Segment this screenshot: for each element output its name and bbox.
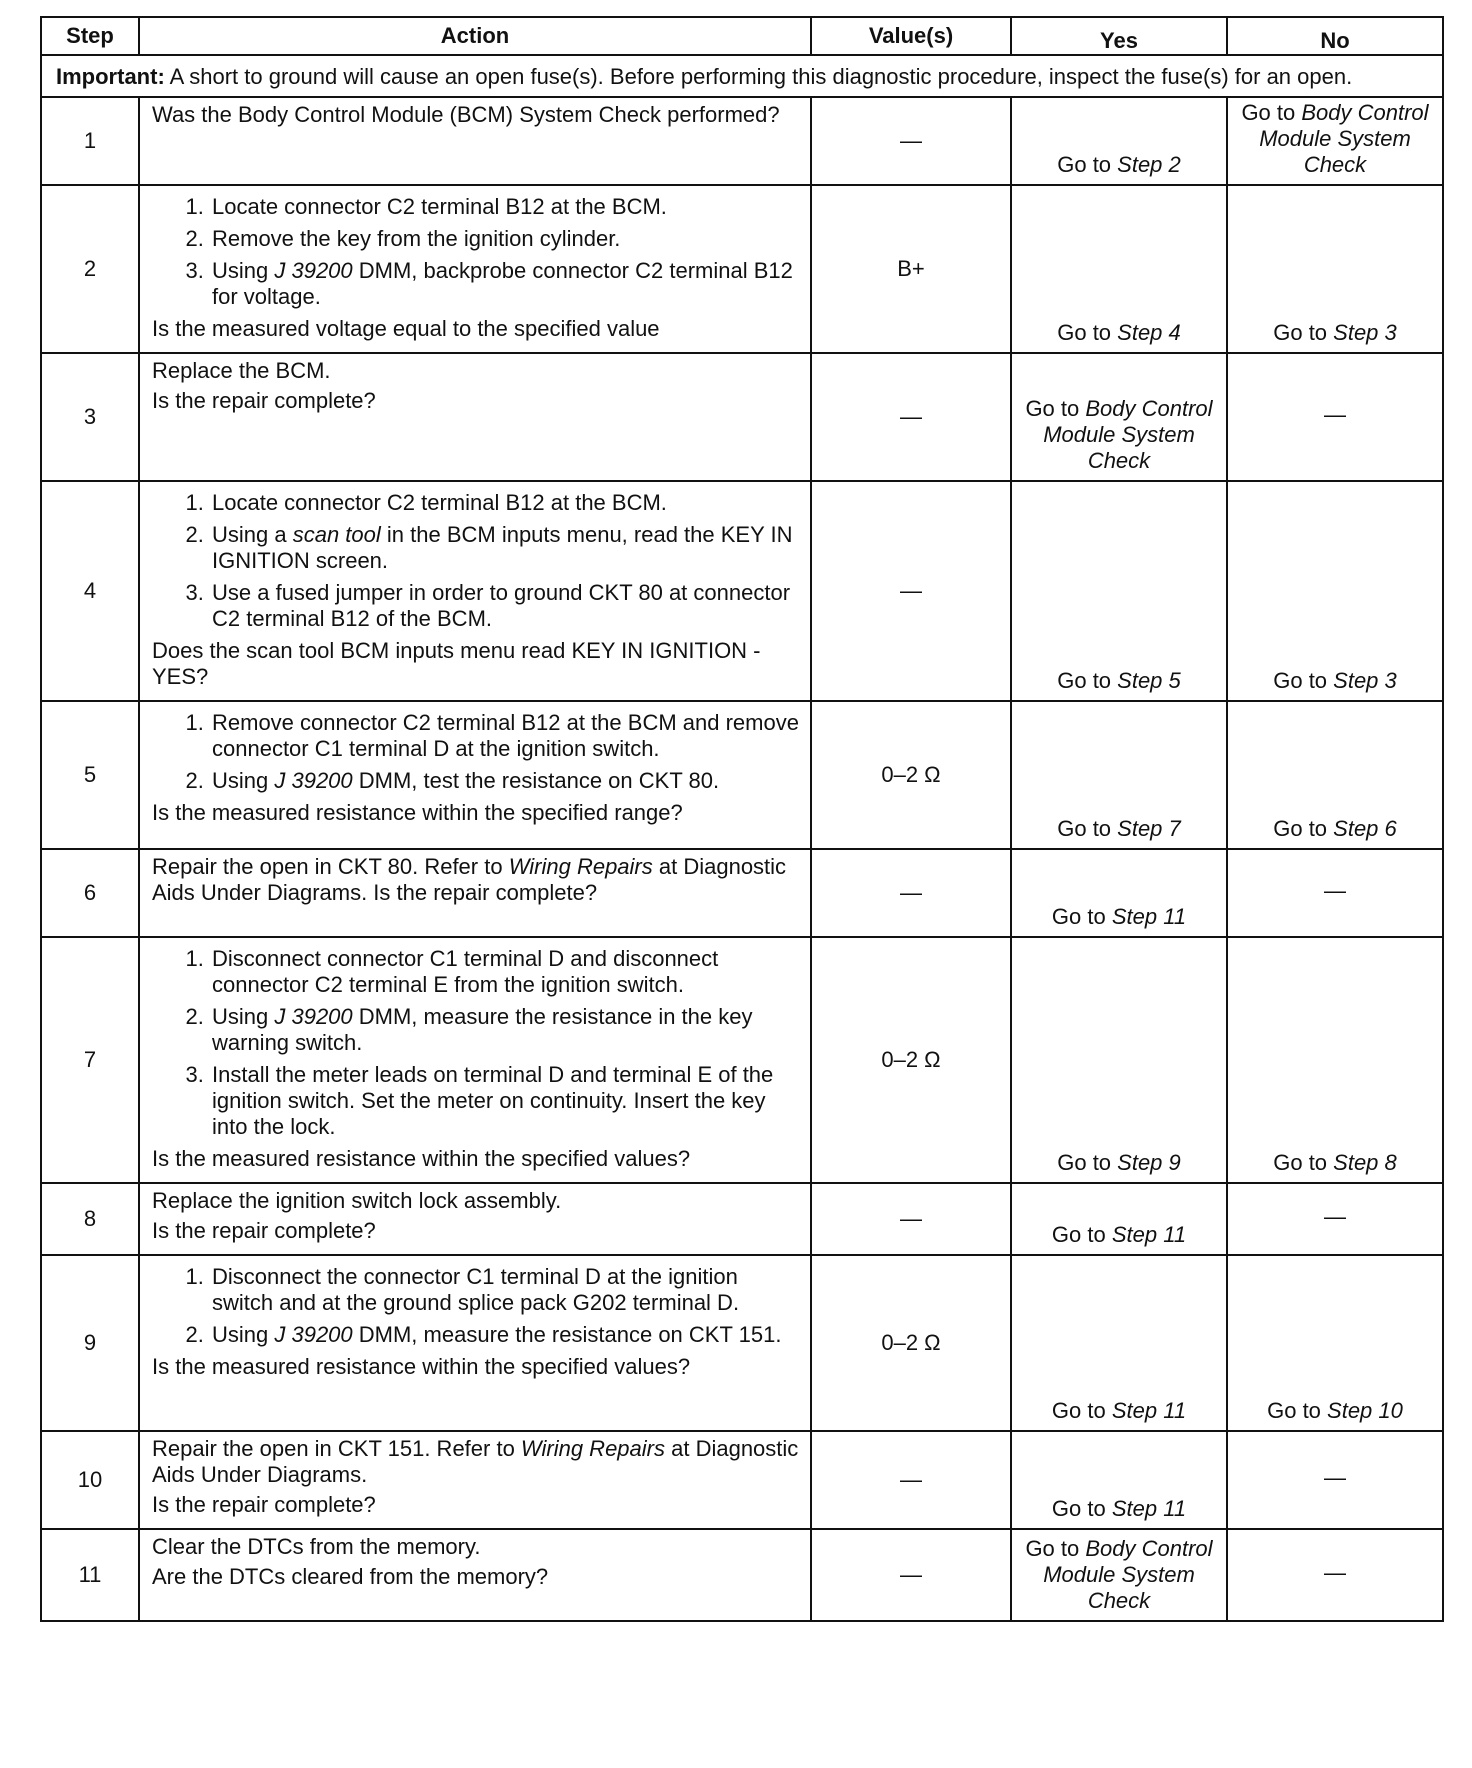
no-result bbox=[1227, 1529, 1443, 1621]
yes-result bbox=[1011, 353, 1227, 481]
header-row bbox=[41, 17, 1443, 55]
yes-result bbox=[1011, 701, 1227, 849]
no-result bbox=[1227, 185, 1443, 353]
yes-result-target-link[interactable]: Step 11 bbox=[1111, 904, 1187, 929]
action-step-text: Using bbox=[212, 1004, 275, 1029]
yes-result bbox=[1011, 185, 1227, 353]
step-number: 11 bbox=[41, 1529, 139, 1621]
action-paragraph bbox=[152, 854, 800, 906]
action-line: Replace the BCM. bbox=[152, 358, 331, 383]
no-result-dash: — bbox=[1324, 878, 1346, 903]
no-result-dash: — bbox=[1324, 1560, 1346, 1585]
action-step-text: DMM, test the resistance on CKT 80. bbox=[352, 768, 720, 793]
action-cell bbox=[139, 849, 811, 937]
yes-result-prefix: Go to bbox=[1051, 1398, 1112, 1423]
action-line: Is the repair complete? bbox=[152, 388, 376, 413]
no-result-dash: — bbox=[1324, 1465, 1346, 1490]
yes-result-target-link[interactable]: Step 11 bbox=[1111, 1496, 1187, 1521]
action-paragraph-emphasis: Wiring Repairs bbox=[508, 854, 653, 879]
yes-result bbox=[1011, 1255, 1227, 1431]
no-result-prefix: Go to bbox=[1273, 320, 1334, 345]
yes-result-prefix: Go to bbox=[1025, 396, 1086, 421]
action-question: Is the repair complete? bbox=[152, 1492, 376, 1517]
table-row bbox=[41, 937, 1443, 1183]
action-steps-list bbox=[152, 1264, 800, 1348]
header-action: Action bbox=[139, 17, 811, 55]
yes-result-prefix: Go to bbox=[1025, 1536, 1086, 1561]
value-cell: — bbox=[811, 481, 1011, 701]
table-row bbox=[41, 1255, 1443, 1431]
action-cell bbox=[139, 1431, 811, 1529]
yes-result bbox=[1011, 97, 1227, 185]
action-step bbox=[210, 1004, 800, 1056]
action-step bbox=[210, 580, 800, 632]
action-step-text: DMM, measure the resistance on CKT 151. bbox=[352, 1322, 782, 1347]
action-steps-list bbox=[152, 710, 800, 794]
step-number: 9 bbox=[41, 1255, 139, 1431]
no-result bbox=[1227, 97, 1443, 185]
action-line: Are the DTCs cleared from the memory? bbox=[152, 1564, 549, 1589]
no-result-prefix: Go to bbox=[1273, 816, 1334, 841]
action-step-text: Remove the key from the ignition cylinder. bbox=[212, 226, 621, 251]
action-paragraph-emphasis: Wiring Repairs bbox=[520, 1436, 665, 1461]
action-cell bbox=[139, 97, 811, 185]
yes-result-prefix: Go to bbox=[1057, 1150, 1118, 1175]
yes-result-target-link[interactable]: Step 9 bbox=[1117, 1150, 1181, 1175]
table-body bbox=[41, 55, 1443, 1621]
table-row bbox=[41, 97, 1443, 185]
important-note bbox=[41, 55, 1443, 97]
action-cell bbox=[139, 1183, 811, 1255]
action-question: Is the measured voltage equal to the specified value bbox=[152, 316, 660, 341]
yes-result-prefix: Go to bbox=[1057, 816, 1118, 841]
action-steps-list bbox=[152, 194, 800, 310]
value-cell: 0–2 Ω bbox=[811, 937, 1011, 1183]
step-number: 4 bbox=[41, 481, 139, 701]
important-label: Important: bbox=[56, 64, 165, 89]
action-cell bbox=[139, 185, 811, 353]
header-no: No bbox=[1227, 17, 1443, 55]
step-number: 6 bbox=[41, 849, 139, 937]
action-paragraph-text: at Diagnostic Aids Under Diagrams. Is the repair complete? bbox=[152, 854, 787, 905]
action-paragraph-text: Repair the open in CKT 151. Refer to bbox=[152, 1436, 521, 1461]
action-question: Was the Body Control Module (BCM) System Check performed? bbox=[152, 102, 780, 127]
yes-result-prefix: Go to bbox=[1051, 1496, 1112, 1521]
table-row bbox=[41, 849, 1443, 937]
no-result-prefix: Go to bbox=[1273, 668, 1334, 693]
yes-result-target-link[interactable]: Step 7 bbox=[1117, 816, 1181, 841]
action-question: Is the measured resistance within the specified values? bbox=[152, 1146, 691, 1171]
no-result bbox=[1227, 353, 1443, 481]
yes-result-target-link[interactable]: Body Control Module System Check bbox=[1043, 1536, 1213, 1613]
yes-result bbox=[1011, 1431, 1227, 1529]
value-cell: — bbox=[811, 353, 1011, 481]
step-number: 2 bbox=[41, 185, 139, 353]
action-step-emphasis: J 39200 bbox=[274, 1004, 353, 1029]
action-line: Replace the ignition switch lock assembly. bbox=[152, 1188, 562, 1213]
action-step bbox=[210, 710, 800, 762]
value-cell: — bbox=[811, 97, 1011, 185]
action-paragraph-text: at Diagnostic Aids Under Diagrams. bbox=[152, 1436, 799, 1487]
table-row bbox=[41, 353, 1443, 481]
table-row bbox=[41, 701, 1443, 849]
important-row bbox=[41, 55, 1443, 97]
diagnostic-table-container bbox=[40, 16, 1444, 1622]
header-step: Step bbox=[41, 17, 139, 55]
action-step bbox=[210, 490, 800, 516]
header-values: Value(s) bbox=[811, 17, 1011, 55]
action-step-text: Using bbox=[212, 1322, 275, 1347]
no-result-target-link[interactable]: Body Control Module System Check bbox=[1259, 100, 1429, 177]
action-step bbox=[210, 1062, 800, 1140]
yes-result bbox=[1011, 481, 1227, 701]
action-step bbox=[210, 768, 800, 794]
action-step-emphasis: J 39200 bbox=[274, 258, 353, 283]
action-step-text: Disconnect connector C1 terminal D and disconnect connector C2 terminal E from the ignition switch. bbox=[212, 946, 719, 997]
yes-result-target-link[interactable]: Step 11 bbox=[1111, 1222, 1187, 1247]
yes-result bbox=[1011, 1183, 1227, 1255]
no-result-target-link[interactable]: Step 3 bbox=[1333, 668, 1397, 693]
no-result bbox=[1227, 1183, 1443, 1255]
yes-result bbox=[1011, 849, 1227, 937]
no-result bbox=[1227, 937, 1443, 1183]
no-result-prefix: Go to bbox=[1267, 1398, 1328, 1423]
important-text: A short to ground will cause an open fuse(s). Before performing this diagnostic procedure, inspect the fuse(s) for an open. bbox=[164, 64, 1353, 89]
table-row bbox=[41, 481, 1443, 701]
action-line: Clear the DTCs from the memory. bbox=[152, 1534, 481, 1559]
diagnostic-table bbox=[40, 16, 1444, 1622]
yes-result-target-link[interactable]: Step 5 bbox=[1117, 668, 1181, 693]
step-number: 10 bbox=[41, 1431, 139, 1529]
action-line: Is the repair complete? bbox=[152, 1218, 376, 1243]
table-row bbox=[41, 1183, 1443, 1255]
no-result bbox=[1227, 1431, 1443, 1529]
no-result-target-link[interactable]: Step 10 bbox=[1327, 1398, 1403, 1423]
action-paragraph bbox=[152, 1436, 800, 1488]
step-number: 1 bbox=[41, 97, 139, 185]
no-result bbox=[1227, 849, 1443, 937]
step-number: 3 bbox=[41, 353, 139, 481]
action-cell bbox=[139, 937, 811, 1183]
value-cell: B+ bbox=[811, 185, 1011, 353]
action-step-text: Using bbox=[212, 258, 275, 283]
value-cell: — bbox=[811, 849, 1011, 937]
yes-result bbox=[1011, 1529, 1227, 1621]
step-number: 7 bbox=[41, 937, 139, 1183]
yes-result-prefix: Go to bbox=[1057, 320, 1118, 345]
yes-result-prefix: Go to bbox=[1051, 1222, 1112, 1247]
action-cell bbox=[139, 481, 811, 701]
action-step bbox=[210, 226, 800, 252]
action-step bbox=[210, 522, 800, 574]
action-step-text: Using a bbox=[212, 522, 293, 547]
header-yes: Yes bbox=[1011, 17, 1227, 55]
no-result-prefix: Go to bbox=[1273, 1150, 1334, 1175]
action-step-text: DMM, measure the resistance in the key warning switch. bbox=[212, 1004, 753, 1055]
yes-result-target-link[interactable]: Body Control Module System Check bbox=[1043, 396, 1213, 473]
no-result bbox=[1227, 481, 1443, 701]
action-step bbox=[210, 194, 800, 220]
action-step-text: DMM, backprobe connector C2 terminal B12 for voltage. bbox=[212, 258, 793, 309]
action-paragraph-text: Repair the open in CKT 80. Refer to bbox=[152, 854, 509, 879]
action-step bbox=[210, 946, 800, 998]
table-row bbox=[41, 1529, 1443, 1621]
action-step-text: in the BCM inputs menu, read the KEY IN IGNITION screen. bbox=[212, 522, 793, 573]
action-step-text: Install the meter leads on terminal D and terminal E of the ignition switch. Set the meter on continuity. Insert the key into the lock. bbox=[212, 1062, 774, 1139]
action-step-text: Disconnect the connector C1 terminal D at the ignition switch and at the ground splice pack G202 terminal D. bbox=[212, 1264, 740, 1315]
yes-result-prefix: Go to bbox=[1051, 904, 1112, 929]
value-cell: — bbox=[811, 1529, 1011, 1621]
action-step-emphasis: J 39200 bbox=[274, 768, 353, 793]
yes-result-prefix: Go to bbox=[1057, 152, 1118, 177]
action-step-emphasis: scan tool bbox=[292, 522, 381, 547]
step-number: 5 bbox=[41, 701, 139, 849]
action-cell bbox=[139, 1255, 811, 1431]
action-step-text: Use a fused jumper in order to ground CKT 80 at connector C2 terminal B12 of the BCM. bbox=[212, 580, 791, 631]
action-cell bbox=[139, 1529, 811, 1621]
action-step-text: Locate connector C2 terminal B12 at the BCM. bbox=[212, 490, 667, 515]
no-result-prefix: Go to bbox=[1241, 100, 1302, 125]
no-result bbox=[1227, 1255, 1443, 1431]
yes-result-target-link[interactable]: Step 2 bbox=[1117, 152, 1181, 177]
value-cell: — bbox=[811, 1431, 1011, 1529]
action-cell bbox=[139, 353, 811, 481]
action-question: Is the measured resistance within the specified values? bbox=[152, 1354, 691, 1379]
action-steps-list bbox=[152, 946, 800, 1140]
no-result-target-link[interactable]: Step 3 bbox=[1333, 320, 1397, 345]
action-question: Does the scan tool BCM inputs menu read KEY IN IGNITION - YES? bbox=[152, 638, 761, 689]
action-step-text: Remove connector C2 terminal B12 at the BCM and remove connector C1 terminal D at the ignition switch. bbox=[212, 710, 799, 761]
action-steps-list bbox=[152, 490, 800, 632]
action-step-emphasis: J 39200 bbox=[274, 1322, 353, 1347]
action-step bbox=[210, 1264, 800, 1316]
no-result-target-link[interactable]: Step 8 bbox=[1333, 1150, 1397, 1175]
no-result-dash: — bbox=[1324, 1204, 1346, 1229]
action-cell bbox=[139, 701, 811, 849]
no-result-dash: — bbox=[1324, 402, 1346, 427]
no-result bbox=[1227, 701, 1443, 849]
yes-result-target-link[interactable]: Step 11 bbox=[1111, 1398, 1187, 1423]
step-number: 8 bbox=[41, 1183, 139, 1255]
yes-result-target-link[interactable]: Step 4 bbox=[1117, 320, 1181, 345]
value-cell: 0–2 Ω bbox=[811, 1255, 1011, 1431]
yes-result bbox=[1011, 937, 1227, 1183]
table-row bbox=[41, 185, 1443, 353]
action-step-text: Locate connector C2 terminal B12 at the BCM. bbox=[212, 194, 667, 219]
no-result-target-link[interactable]: Step 6 bbox=[1333, 816, 1397, 841]
action-question: Is the measured resistance within the specified range? bbox=[152, 800, 683, 825]
table-row bbox=[41, 1431, 1443, 1529]
action-step bbox=[210, 1322, 800, 1348]
value-cell: 0–2 Ω bbox=[811, 701, 1011, 849]
value-cell: — bbox=[811, 1183, 1011, 1255]
action-step-text: Using bbox=[212, 768, 275, 793]
yes-result-prefix: Go to bbox=[1057, 668, 1118, 693]
action-step bbox=[210, 258, 800, 310]
